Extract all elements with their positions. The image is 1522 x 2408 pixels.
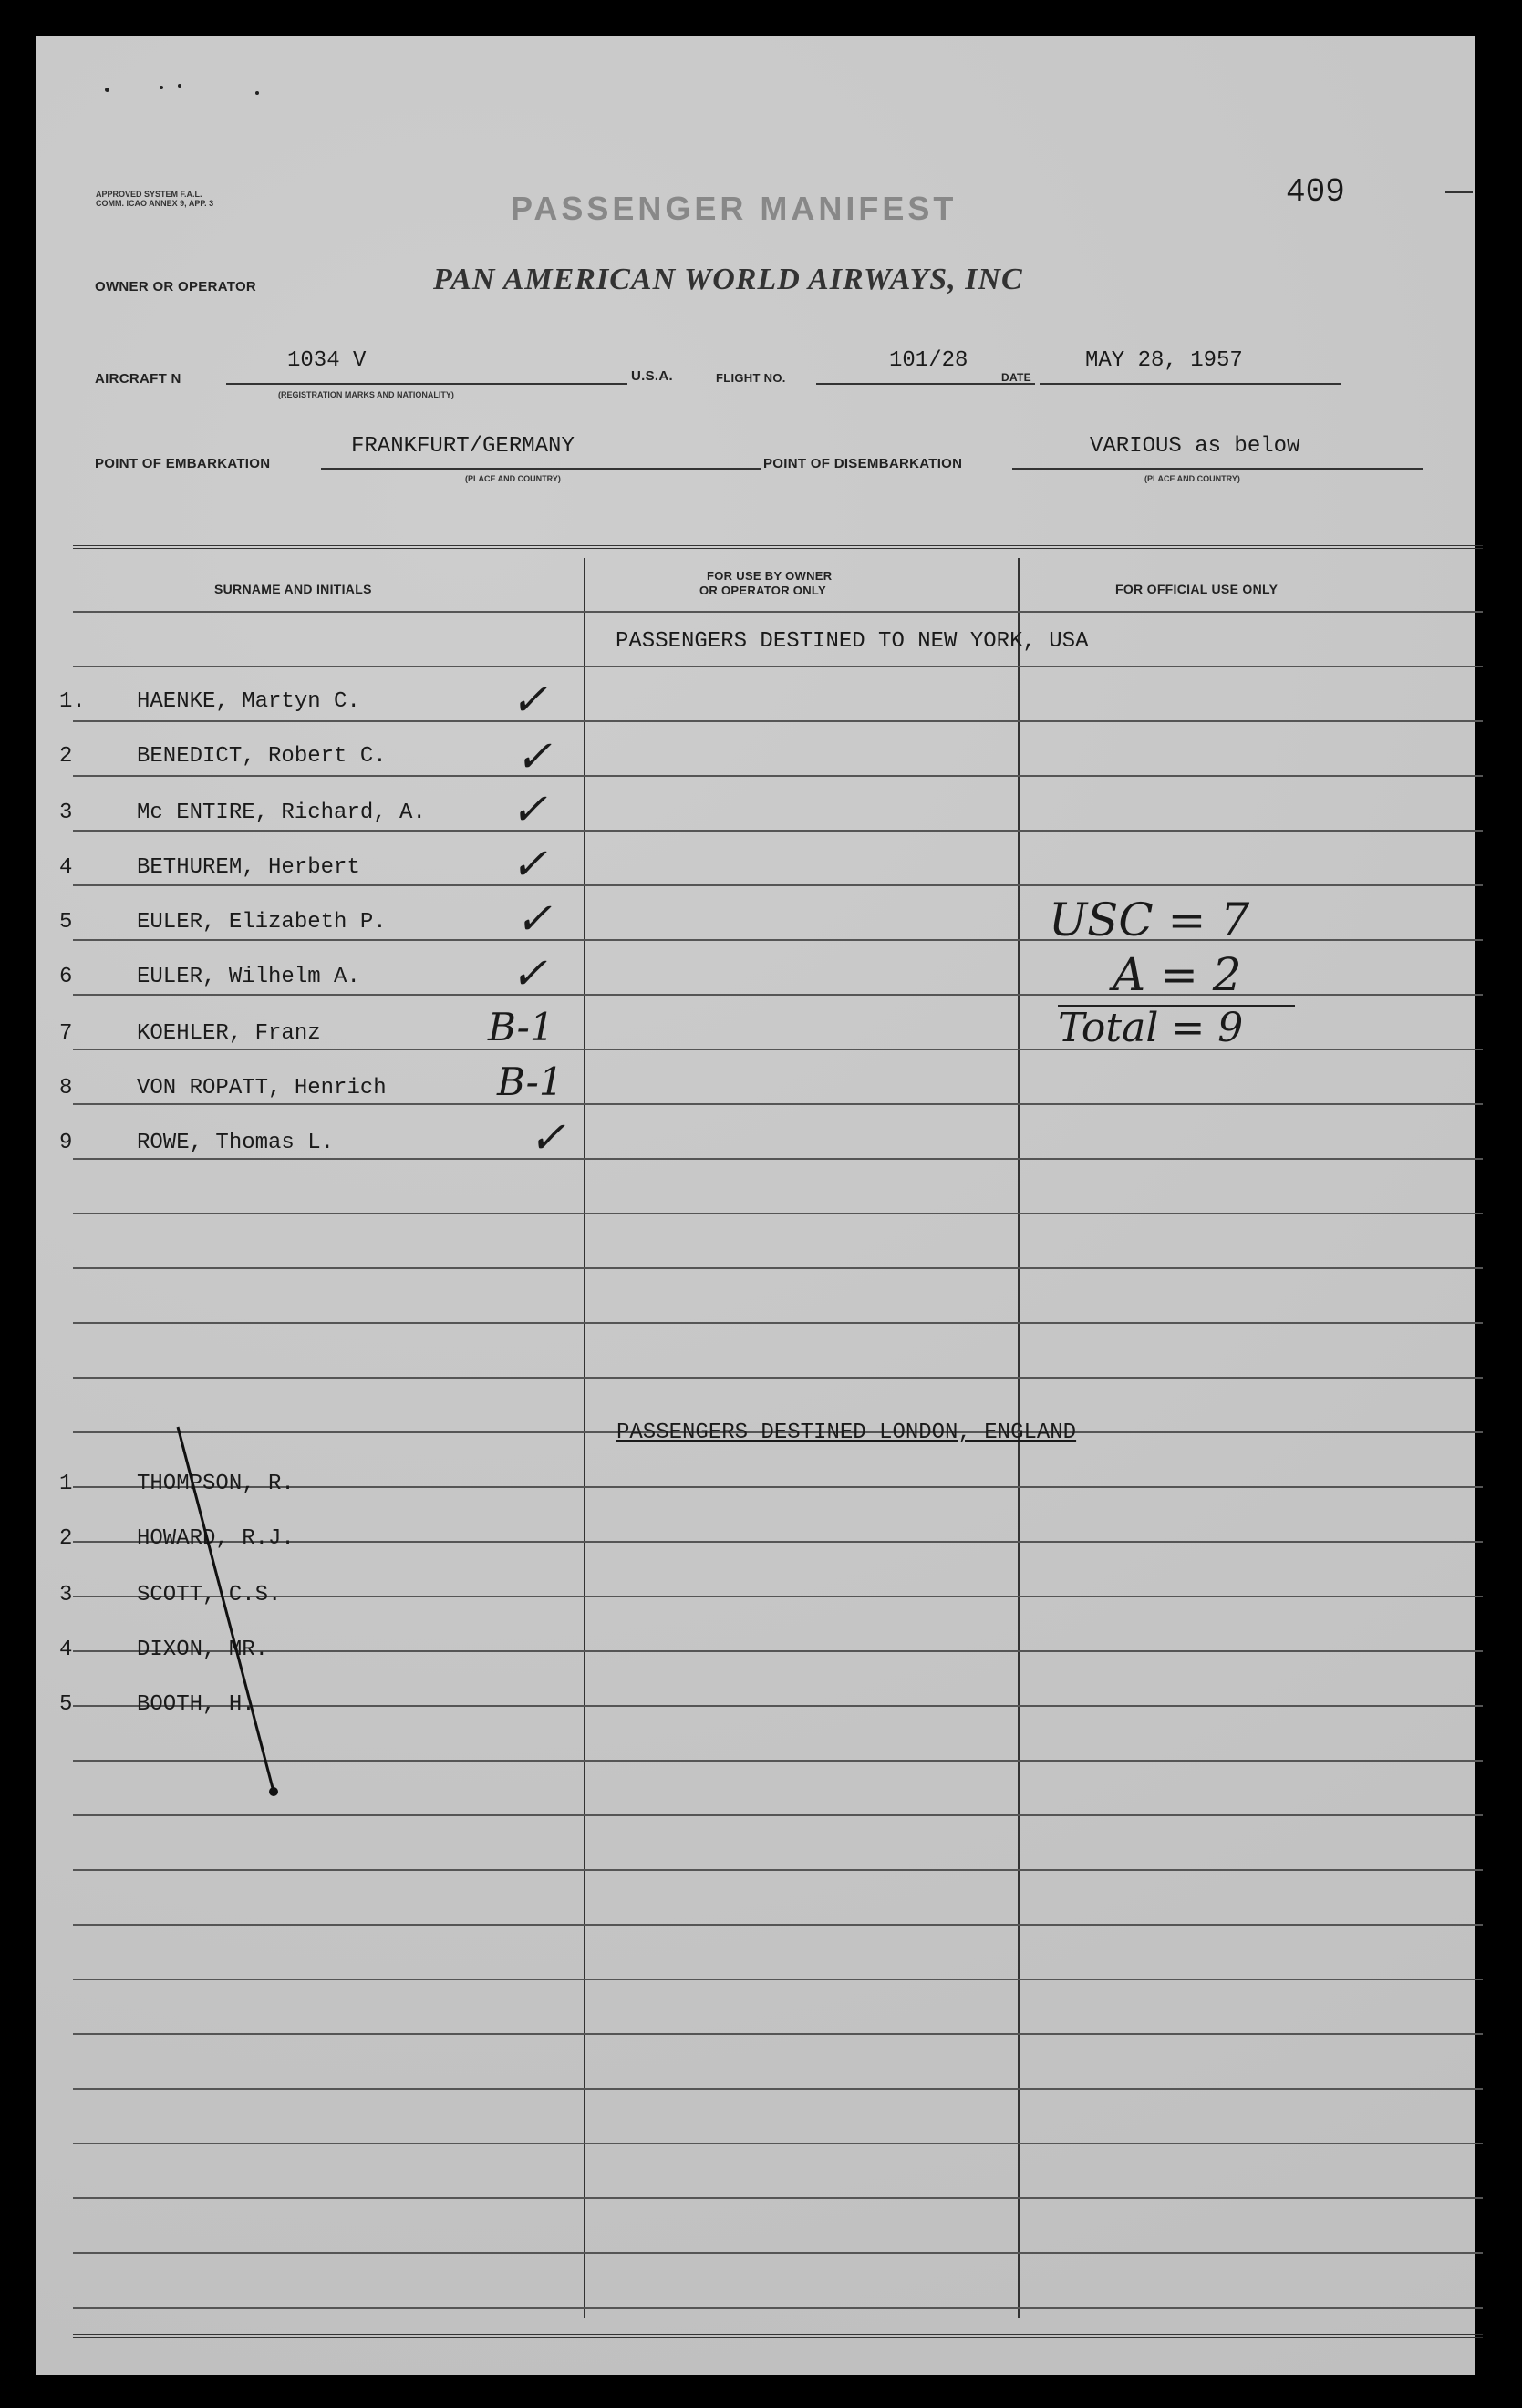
- rule-6: [73, 939, 1483, 941]
- passenger-name: HAENKE, Martyn C.: [137, 689, 360, 714]
- rule-22: [73, 1814, 1483, 1816]
- passenger-name: EULER, Elizabeth P.: [137, 910, 387, 935]
- rule-14: [73, 1377, 1483, 1379]
- rule-21: [73, 1760, 1483, 1762]
- owner-value: PAN AMERICAN WORLD AIRWAYS, INC: [433, 263, 1023, 296]
- rule-2: [73, 720, 1483, 722]
- row-number: 6: [59, 965, 73, 989]
- rule-7: [73, 994, 1483, 996]
- passenger-name: BOOTH, H.: [137, 1692, 255, 1717]
- passenger-name: KOEHLER, Franz: [137, 1021, 321, 1046]
- date-underline: [1040, 383, 1341, 385]
- row-number: 4: [59, 855, 73, 880]
- tally-a: A = 2: [1113, 948, 1242, 1001]
- passenger-name: Mc ENTIRE, Richard, A.: [137, 801, 426, 825]
- rule-29: [73, 2197, 1483, 2199]
- b1-mark: B-1: [488, 1005, 554, 1049]
- rule-9: [73, 1103, 1483, 1105]
- col-header-official: FOR OFFICIAL USE ONLY: [1115, 582, 1279, 596]
- passenger-name: SCOTT, C.S.: [137, 1583, 282, 1607]
- tally-total: Total = 9: [1058, 1005, 1244, 1051]
- margin-dash: [1445, 191, 1473, 193]
- page-number: 409: [1286, 173, 1345, 211]
- disembark-underline: [1012, 468, 1423, 470]
- disembark-sub: (PLACE AND COUNTRY): [1144, 474, 1240, 483]
- rule-30: [73, 2252, 1483, 2254]
- rule-24: [73, 1924, 1483, 1926]
- rule-26: [73, 2033, 1483, 2035]
- col-header-surname: SURNAME AND INITIALS: [214, 582, 372, 596]
- passenger-name: BENEDICT, Robert C.: [137, 744, 387, 769]
- aircraft-underline: [226, 383, 627, 385]
- passenger-name: DIXON, MR.: [137, 1638, 269, 1662]
- disembark-value: VARIOUS as below: [1090, 434, 1300, 459]
- col-header-owner-1: FOR USE BY OWNER: [707, 569, 833, 583]
- flight-value: 101/28: [889, 348, 968, 373]
- rule-12: [73, 1267, 1483, 1269]
- manifest-page: [36, 36, 1475, 2375]
- embark-label: POINT OF EMBARKATION: [95, 456, 271, 471]
- row-number: 3: [59, 1583, 73, 1607]
- flight-label: FLIGHT NO.: [716, 371, 786, 385]
- rule-4: [73, 830, 1483, 832]
- table-bottom-double-line: [73, 2334, 1483, 2341]
- check-mark: ✓: [511, 839, 548, 890]
- rule-5: [73, 884, 1483, 886]
- section2-heading: PASSENGERS DESTINED LONDON, ENGLAND: [616, 1421, 1077, 1445]
- passenger-name: EULER, Wilhelm A.: [137, 965, 360, 989]
- row-number: 5: [59, 910, 73, 935]
- row-number: 9: [59, 1131, 73, 1155]
- check-mark: ✓: [511, 784, 548, 835]
- rule-8: [73, 1049, 1483, 1050]
- rule-1: [73, 666, 1483, 667]
- rule-18: [73, 1596, 1483, 1597]
- aircraft-sub: (REGISTRATION MARKS AND NATIONALITY): [278, 390, 454, 399]
- disembark-label: POINT OF DISEMBARKATION: [763, 456, 963, 471]
- passenger-name: HOWARD, R.J.: [137, 1526, 295, 1551]
- passenger-name: THOMPSON, R.: [137, 1472, 295, 1496]
- rule-13: [73, 1322, 1483, 1324]
- row-number: 4: [59, 1638, 73, 1662]
- rule-20: [73, 1705, 1483, 1707]
- passenger-name: BETHUREM, Herbert: [137, 855, 360, 880]
- row-number: 2: [59, 744, 73, 769]
- row-number: 7: [59, 1021, 73, 1046]
- strike-through-line: [173, 1422, 283, 1805]
- row-number: 5: [59, 1692, 73, 1717]
- passenger-name: VON ROPATT, Henrich: [137, 1076, 387, 1101]
- owner-label: OWNER OR OPERATOR: [95, 279, 257, 295]
- check-mark: ✓: [511, 948, 548, 999]
- column-divider-1: [584, 558, 585, 2318]
- check-mark: ✓: [515, 894, 553, 945]
- passenger-name: ROWE, Thomas L.: [137, 1131, 335, 1155]
- embark-value: FRANKFURT/GERMANY: [351, 434, 575, 459]
- table-top-double-line: [73, 545, 1483, 553]
- aircraft-value: 1034 V: [287, 348, 367, 373]
- row-number: 1: [59, 1472, 73, 1496]
- rule-27: [73, 2088, 1483, 2090]
- rule-31: [73, 2307, 1483, 2309]
- b1-mark: B-1: [497, 1059, 564, 1104]
- col-header-owner-2: OR OPERATOR ONLY: [699, 584, 826, 597]
- rule-11: [73, 1213, 1483, 1214]
- row-number: 2: [59, 1526, 73, 1551]
- row-number: 3: [59, 801, 73, 825]
- embark-sub: (PLACE AND COUNTRY): [465, 474, 561, 483]
- check-mark: ✓: [511, 675, 548, 726]
- rule-19: [73, 1650, 1483, 1652]
- aircraft-label: AIRCRAFT N: [95, 371, 181, 387]
- check-mark: ✓: [515, 731, 553, 782]
- tally-usc: USC = 7: [1049, 894, 1250, 946]
- embark-underline: [321, 468, 761, 470]
- rule-0: [73, 611, 1483, 613]
- section1-heading: PASSENGERS DESTINED TO NEW YORK, USA: [616, 629, 1089, 654]
- date-label: DATE: [1001, 371, 1031, 384]
- rule-28: [73, 2143, 1483, 2144]
- row-number: 1.: [59, 689, 86, 714]
- check-mark: ✓: [529, 1112, 566, 1163]
- date-value: MAY 28, 1957: [1085, 348, 1243, 373]
- rule-3: [73, 775, 1483, 777]
- rule-25: [73, 1979, 1483, 1980]
- manifest-title: PASSENGER MANIFEST: [511, 190, 958, 227]
- row-number: 8: [59, 1076, 73, 1101]
- paper-specks: [105, 82, 269, 100]
- rule-10: [73, 1158, 1483, 1160]
- approval-stamp: APPROVED SYSTEM F.A.L. COMM. ICAO ANNEX 9, APP. 3: [96, 190, 214, 208]
- rule-23: [73, 1869, 1483, 1871]
- usa-label: U.S.A.: [631, 368, 673, 384]
